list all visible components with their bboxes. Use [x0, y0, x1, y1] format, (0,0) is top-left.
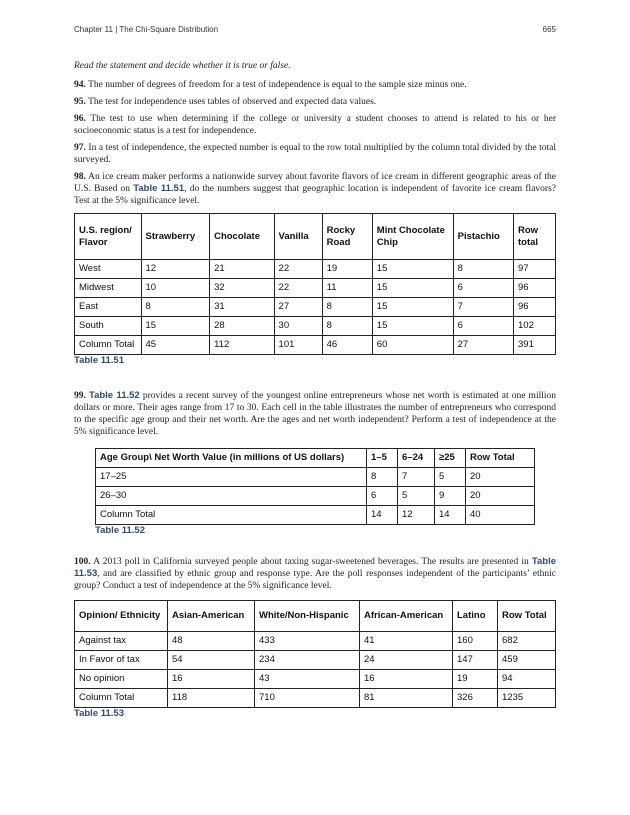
column-header: U.S. region/ Flavor	[75, 214, 142, 260]
question-number: 100.	[74, 557, 91, 567]
question-95	[74, 96, 556, 108]
column-header: Age Group\ Net Worth Value (in millions of US dollars)	[96, 449, 367, 468]
table-cell: 46	[322, 336, 372, 355]
table-cell: 102	[514, 317, 556, 336]
table-cell: 12	[141, 260, 210, 279]
question-text: The number of degrees of freedom for a test of independence is equal to the sample size minus one.	[88, 80, 467, 90]
question-number: 98.	[74, 172, 86, 182]
table-cell: 26–30	[96, 487, 367, 506]
question-text: , do the numbers suggest that geographic location is independent of favorite ice cream flavors? Test at the 5% significance level.	[74, 184, 556, 206]
table-cell: 96	[514, 298, 556, 317]
question-text: In a test of independence, the expected number is equal to the row total multiplied by the column total divided by the total surveyed.	[74, 143, 557, 165]
table-row	[75, 336, 556, 355]
column-header: Rocky Road	[322, 214, 372, 260]
table-link[interactable]: Table 11.51	[133, 183, 185, 194]
running-header	[74, 25, 556, 34]
table-cell: 97	[514, 260, 556, 279]
table-cell: 6	[453, 317, 513, 336]
table-cell: West	[75, 260, 142, 279]
table-cell: 160	[453, 632, 498, 651]
table-cell: 17–25	[96, 468, 367, 487]
table-cell: 96	[514, 279, 556, 298]
table-row	[96, 468, 535, 487]
table-cell: 682	[498, 632, 556, 651]
column-header: Mint Chocolate Chip	[372, 214, 453, 260]
table-cell: 234	[255, 651, 360, 670]
table-cell: 6	[453, 279, 513, 298]
table-cell: Column Total	[96, 506, 367, 525]
table-cell: 21	[210, 260, 274, 279]
question-number: 95.	[74, 97, 86, 107]
table-header-row	[75, 601, 556, 632]
table-cell: 41	[360, 632, 453, 651]
table-cell: 8	[453, 260, 513, 279]
table-cell: 94	[498, 670, 556, 689]
table-cell: 48	[168, 632, 255, 651]
table-cell: 15	[372, 260, 453, 279]
table-wrapper	[95, 448, 535, 537]
table-cell: 28	[210, 317, 274, 336]
table-cell: Column Total	[75, 689, 168, 708]
table-cell: 12	[398, 506, 435, 525]
column-header: African-American	[360, 601, 453, 632]
table-cell: 5	[398, 487, 435, 506]
question-100	[74, 556, 556, 592]
table-cell: 118	[168, 689, 255, 708]
question-number: 99.	[74, 391, 86, 401]
question-94	[74, 79, 556, 91]
table-cell: 391	[514, 336, 556, 355]
table-cell: 433	[255, 632, 360, 651]
table-cell: 459	[498, 651, 556, 670]
column-header: ≥25	[435, 449, 466, 468]
question-text: The test to use when determining if the college or university a student chooses to attend is related to his or her socioeconomic status is a test for independence.	[74, 114, 556, 136]
table-cell: 8	[367, 468, 398, 487]
table-cell: 15	[372, 317, 453, 336]
table-cell: 16	[168, 670, 255, 689]
table-cell: 20	[466, 468, 535, 487]
column-header: Pistachio	[453, 214, 513, 260]
table-cell: 40	[466, 506, 535, 525]
table-cell: 8	[322, 298, 372, 317]
table-cell: 22	[274, 260, 322, 279]
table-cell: No opinion	[75, 670, 168, 689]
table-cell: 10	[141, 279, 210, 298]
table-link[interactable]: Table 11.53	[74, 556, 556, 579]
question-96	[74, 113, 556, 137]
table-cell: East	[75, 298, 142, 317]
question-text: The test for independence uses tables of observed and expected data values.	[88, 97, 377, 107]
question-97	[74, 142, 556, 166]
column-header: Vanilla	[274, 214, 322, 260]
question-98	[74, 171, 556, 207]
table-row	[96, 506, 535, 525]
table-cell: 147	[453, 651, 498, 670]
table-row	[75, 298, 556, 317]
table-cell: 15	[141, 317, 210, 336]
column-header: 6–24	[398, 449, 435, 468]
table-cell: 60	[372, 336, 453, 355]
table-cell: 326	[453, 689, 498, 708]
table-header-row	[96, 449, 535, 468]
table-cell: 20	[466, 487, 535, 506]
table-row	[75, 279, 556, 298]
table-cell: 45	[141, 336, 210, 355]
column-header: Row Total	[498, 601, 556, 632]
column-header: White/Non-Hispanic	[255, 601, 360, 632]
table-cell: 1235	[498, 689, 556, 708]
table-cell: 710	[255, 689, 360, 708]
page-number: 665	[542, 25, 556, 34]
question-text: An ice cream maker performs a nationwide survey about favorite flavors of ice cream in different geographic areas of the U.S. Based on	[74, 172, 556, 194]
table-caption: Table 11.52	[95, 525, 145, 536]
sugar-tax-poll-table	[74, 600, 556, 708]
question-99	[74, 390, 556, 438]
spacer	[74, 372, 556, 390]
table-row	[75, 317, 556, 336]
table-row	[75, 670, 556, 689]
column-header: Strawberry	[141, 214, 210, 260]
column-header: Row total	[514, 214, 556, 260]
table-caption: Table 11.51	[74, 355, 124, 366]
table-cell: 19	[322, 260, 372, 279]
question-text: , and are classified by ethnic group and response type. Are the poll responses independent of the participants’ ethnic group? Conduct a test of independence at the 5% significance level.	[74, 569, 556, 591]
table-cell: In Favor of tax	[75, 651, 168, 670]
question-text: provides a recent survey of the youngest online entrepreneurs whose net worth is estimated at one million dollars or more. Their ages range from 17 to 30. Each cell in the table illustrates the number of entrepreneurs who correspond to the specific age group and their net worth. Are the ages and net worth independent? Perform a test of independence at the 5% significance level.	[74, 391, 557, 437]
table-cell: Against tax	[75, 632, 168, 651]
table-cell: 16	[360, 670, 453, 689]
table-cell: 8	[322, 317, 372, 336]
table-cell: 24	[360, 651, 453, 670]
table-cell: 54	[168, 651, 255, 670]
table-cell: 32	[210, 279, 274, 298]
table-cell: 31	[210, 298, 274, 317]
table-cell: 22	[274, 279, 322, 298]
table-cell: 30	[274, 317, 322, 336]
table-cell: 101	[274, 336, 322, 355]
table-cell: Column Total	[75, 336, 142, 355]
table-cell: 81	[360, 689, 453, 708]
column-header: Asian-American	[168, 601, 255, 632]
table-row	[75, 632, 556, 651]
table-row	[96, 487, 535, 506]
column-header: Chocolate	[210, 214, 274, 260]
table-row	[75, 689, 556, 708]
column-header: 1–5	[367, 449, 398, 468]
table-link[interactable]: Table 11.52	[88, 390, 140, 401]
table-header-row	[75, 214, 556, 260]
table-cell: 15	[372, 298, 453, 317]
table-cell: 27	[274, 298, 322, 317]
column-header: Latino	[453, 601, 498, 632]
chapter-title: Chapter 11 | The Chi-Square Distribution	[74, 25, 219, 34]
ice-cream-flavor-table	[74, 213, 556, 355]
question-number: 97.	[74, 143, 86, 153]
question-text: A 2013 poll in California surveyed people about taxing sugar-sweetened beverages. The results are presented in	[93, 557, 532, 567]
table-cell: 11	[322, 279, 372, 298]
instructions: Read the statement and decide whether it is true or false.	[74, 61, 291, 71]
table-cell: Midwest	[75, 279, 142, 298]
table-cell: 19	[453, 670, 498, 689]
question-number: 96.	[74, 114, 86, 124]
table-cell: 9	[435, 487, 466, 506]
table-cell: 14	[435, 506, 466, 525]
table-cell: 112	[210, 336, 274, 355]
table-cell: 14	[367, 506, 398, 525]
question-number: 94.	[74, 80, 86, 90]
table-cell: 8	[141, 298, 210, 317]
table-row	[75, 260, 556, 279]
table-cell: South	[75, 317, 142, 336]
table-cell: 27	[453, 336, 513, 355]
column-header: Opinion/ Ethnicity	[75, 601, 168, 632]
spacer	[74, 542, 556, 556]
table-cell: 43	[255, 670, 360, 689]
table-row	[75, 651, 556, 670]
table-cell: 7	[398, 468, 435, 487]
entrepreneur-age-networth-table	[95, 448, 535, 525]
table-caption: Table 11.53	[74, 708, 124, 719]
table-cell: 6	[367, 487, 398, 506]
table-cell: 7	[453, 298, 513, 317]
page-content	[74, 60, 556, 725]
table-cell: 15	[372, 279, 453, 298]
table-cell: 5	[435, 468, 466, 487]
column-header: Row Total	[466, 449, 535, 468]
